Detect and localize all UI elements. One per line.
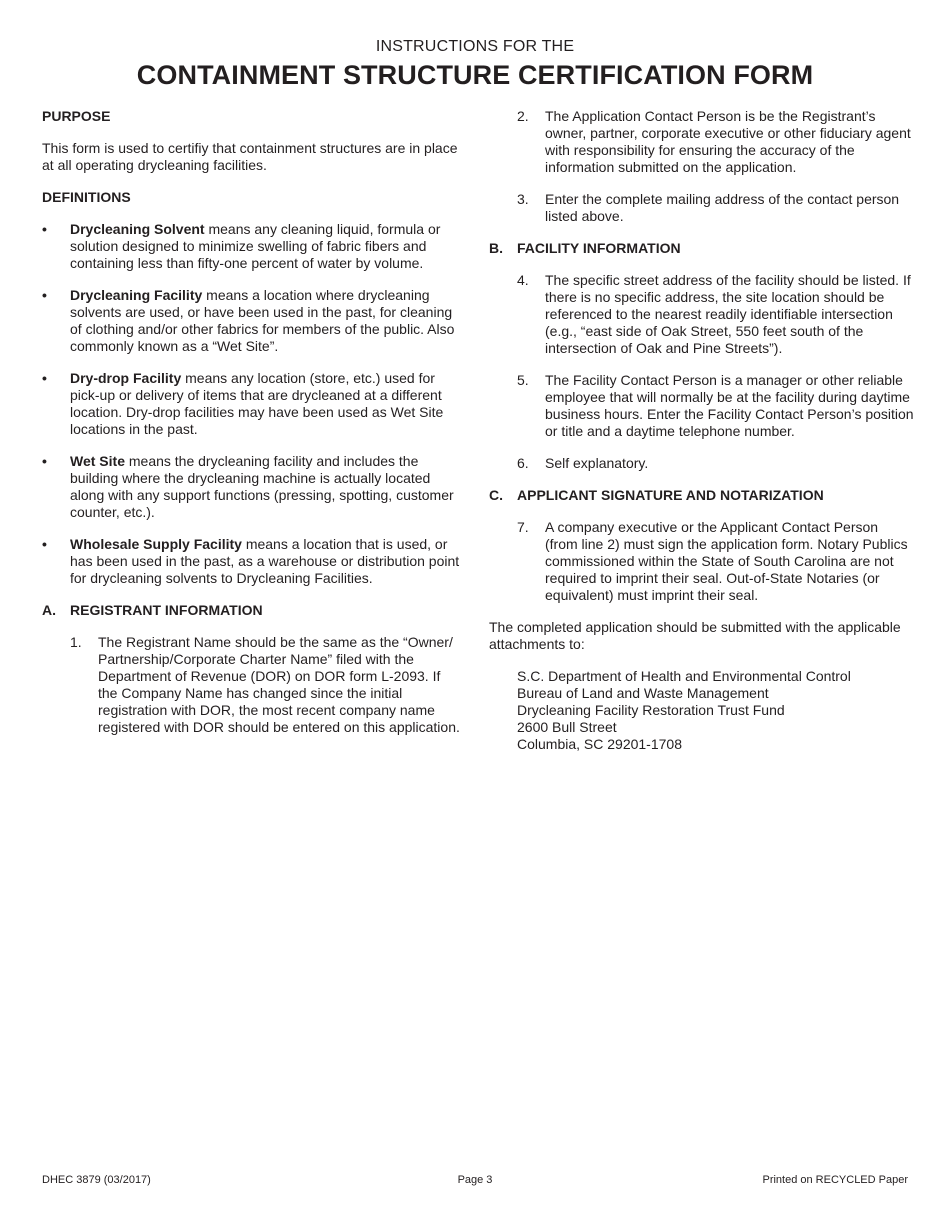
section-b-heading: [489, 240, 914, 257]
item-number: 1.: [70, 634, 82, 650]
definition-text: means any location (store, etc.) used for pick-up or delivery of items that are drycleaned at a different location. Dry-drop facilities may have been used as Wet Site locations in the past.: [70, 370, 444, 437]
definition-item: [42, 453, 462, 521]
section-c-heading: [489, 487, 914, 504]
item-text: Enter the complete mailing address of the contact person listed above.: [545, 191, 900, 224]
definition-text: means a location that is used, or has been used in the past, as a warehouse or distribution point for drycleaning solvents to Drycleaning Facilities.: [70, 536, 460, 586]
definition-term: Drycleaning Solvent: [70, 221, 205, 237]
submission-text: The completed application should be submitted with the applicable attachments to:: [489, 619, 901, 652]
definition-term: Wet Site: [70, 453, 125, 469]
definition-term: Dry-drop Facility: [70, 370, 182, 386]
definition-text: means a location where drycleaning solvents are used, or have been used in the past, for cleaning of clothing and/or other fabrics for members of the public. Also commonly known as a “Wet Site”.: [70, 287, 455, 354]
definition-item: [42, 370, 462, 438]
right-column: [489, 108, 914, 753]
footer-recycled-note: Printed on RECYCLED Paper: [762, 1174, 908, 1186]
bullet-mark: •: [42, 221, 47, 237]
bullet-mark: •: [42, 453, 47, 469]
address-line: S.C. Department of Health and Environmental Control: [517, 668, 851, 684]
left-column: [42, 108, 462, 736]
definition-item: [42, 221, 462, 272]
instruction-item-7: [489, 519, 914, 604]
item-text: Self explanatory.: [545, 455, 649, 471]
definition-term: Drycleaning Facility: [70, 287, 203, 303]
item-text: The Registrant Name should be the same as the “Owner/ Partnership/Corporate Charter Name” filed with the Department of Revenue (DOR) on DOR form L-2093. If the Company Name has changed since the initial registration with DOR, the most recent company name registered with DOR should be entered on this application.: [98, 634, 460, 735]
instruction-item-5: [489, 372, 914, 440]
address-line: Drycleaning Facility Restoration Trust Fund: [517, 702, 785, 718]
definition-item: [42, 287, 462, 355]
bullet-mark: •: [42, 287, 47, 303]
item-text: The specific street address of the facility should be listed. If there is no specific address, the site location should be referenced to the nearest readily identifiable intersection (e.g., “east side of Oak Street, 550 feet south of the intersection of Oak and Pine Streets”).: [545, 272, 911, 356]
section-title: FACILITY INFORMATION: [517, 240, 681, 256]
purpose-heading: PURPOSE: [42, 108, 111, 124]
item-text: A company executive or the Applicant Contact Person (from line 2) must sign the application form. Notary Publics commissioned within the State of South Carolina are not required to imprint their seal. Out-of-State Notaries (or equivalent) must imprint their seal.: [545, 519, 908, 603]
mailing-address: [489, 668, 914, 753]
item-number: 2.: [517, 108, 529, 124]
section-letter: A.: [42, 602, 56, 618]
instruction-item-3: [489, 191, 914, 225]
definition-text: means any cleaning liquid, formula or solution designed to minimize swelling of fabric fibers and containing less than fifty-one percent of water by volume.: [70, 221, 441, 271]
footer-page-number: Page 3: [457, 1174, 493, 1186]
section-title: APPLICANT SIGNATURE AND NOTARIZATION: [517, 487, 824, 503]
definitions-heading: DEFINITIONS: [42, 189, 131, 205]
item-number: 4.: [517, 272, 529, 288]
purpose-text: This form is used to certifiy that containment structures are in place at all operating drycleaning facilities.: [42, 140, 458, 173]
instruction-item-2: [489, 108, 914, 176]
instruction-item-1: [42, 634, 462, 736]
address-line: 2600 Bull Street: [517, 719, 617, 735]
item-text: The Application Contact Person is be the Registrant’s owner, partner, corporate executive or other fiduciary agent with responsibility for ensuring the accuracy of the information submitted on the application.: [545, 108, 911, 175]
item-number: 6.: [517, 455, 529, 471]
bullet-mark: •: [42, 536, 47, 552]
item-text: The Facility Contact Person is a manager or other reliable employee that will normally be at the facility during daytime business hours. Enter the Facility Contact Person’s position or title and a daytime telephone number.: [545, 372, 914, 439]
document-title: CONTAINMENT STRUCTURE CERTIFICATION FORM: [136, 60, 814, 90]
section-letter: B.: [489, 240, 503, 256]
definition-text: means the drycleaning facility and includes the building where the drycleaning machine is actually located along with any support functions (pressing, spotting, customer counter, etc.).: [70, 453, 454, 520]
item-number: 7.: [517, 519, 529, 535]
item-number: 3.: [517, 191, 529, 207]
footer-form-id: DHEC 3879 (03/2017): [42, 1174, 151, 1186]
instruction-item-6: [489, 455, 914, 472]
document-subtitle: INSTRUCTIONS FOR THE: [375, 38, 575, 55]
definition-term: Wholesale Supply Facility: [70, 536, 242, 552]
section-title: REGISTRANT INFORMATION: [70, 602, 263, 618]
instruction-item-4: [489, 272, 914, 357]
definition-item: [42, 536, 462, 587]
section-letter: C.: [489, 487, 503, 503]
bullet-mark: •: [42, 370, 47, 386]
address-line: Bureau of Land and Waste Management: [517, 685, 769, 701]
section-a-heading: [42, 602, 462, 619]
address-line: Columbia, SC 29201-1708: [517, 736, 682, 752]
item-number: 5.: [517, 372, 529, 388]
